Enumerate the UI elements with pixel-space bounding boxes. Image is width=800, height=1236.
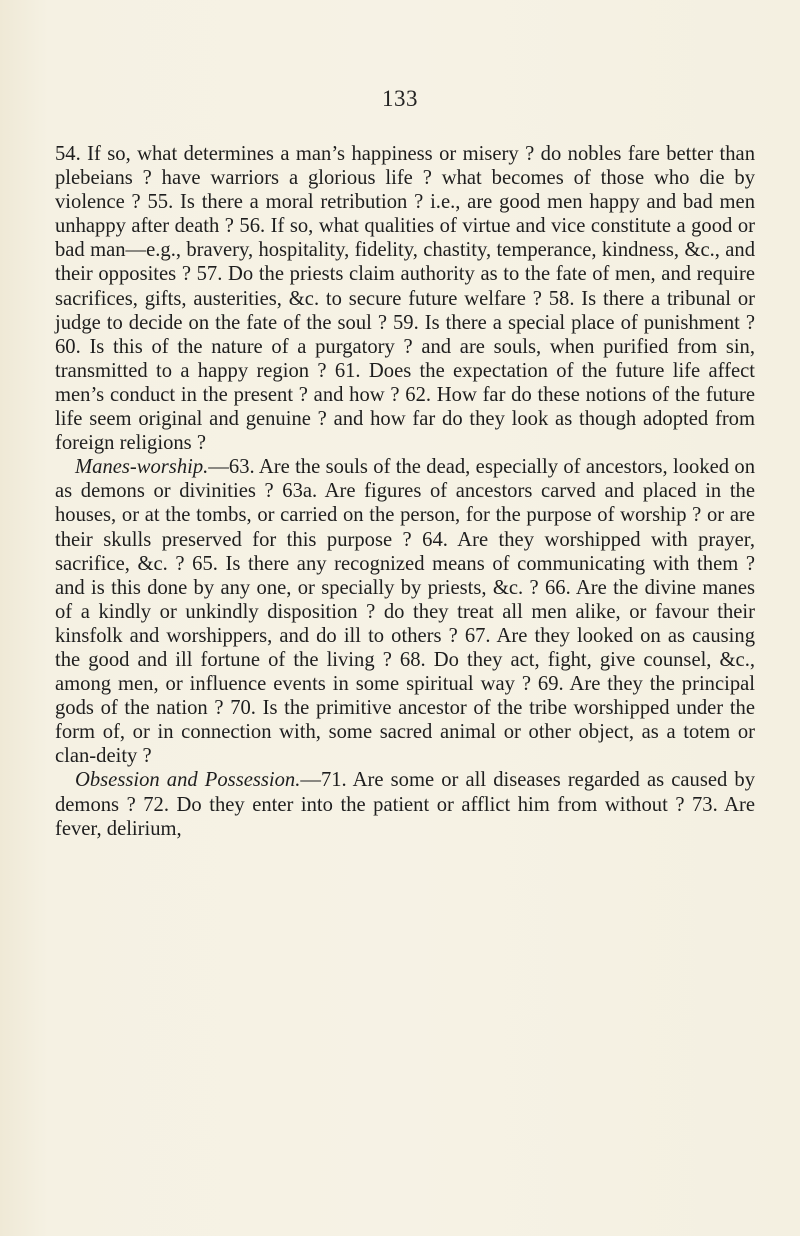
section-heading-obsession-possession: Obsession and Possession.: [75, 769, 301, 792]
paragraph-text: —63. Are the souls of the dead, especially of ancestors, looked on as demons or divinities ? 63a. Are figures of ancestors carved and placed in the houses, or at the tombs, or carried on the person, for the purpose of worship ? or are their skulls preserved for this purpose ? 64. Are they worshipped with prayer, sacrifice, &c. ? 65. Is there any recognized means of communicating with them ? and is this done by any one, or specially by priests, &c. ? 66. Are the divine manes of a kindly or unkindly disposition ? do they treat all men alike, or favour their kinsfolk and worshippers, and do ill to others ? 67. Are they looked on as causing the good and ill fortune of the living ? 68. Do they act, fight, give counsel, &c., among men, or influence events in some spiritual way ? 69. Are they the principal gods of the nation ? 70. Is the primitive ancestor of the tribe worshipped under the form of, or in connection with, some sacred animal or other object, as a totem or clan-deity ?: [55, 456, 755, 768]
paragraph-future-life: [55, 142, 755, 455]
paragraph-manes-worship: [55, 455, 755, 768]
paragraph-text: —71. Are some or all diseases regarded as caused by demons ? 72. Do they enter into the patient or afflict him from without ? 73. Are fever, delirium,: [55, 769, 755, 840]
page-number: 133: [382, 86, 418, 111]
body-text: [55, 142, 755, 841]
section-heading-manes-worship: Manes-worship.: [75, 456, 209, 479]
paragraph-text: 54. If so, what determines a man’s happiness or misery ? do nobles fare better than plebeians ? have warriors a glorious life ? what becomes of those who die by violence ? 55. Is there a moral retribution ? i.e., are good men happy and bad men unhappy after death ? 56. If so, what qualities of virtue and vice constitute a good or bad man—e.g., bravery, hospitality, fidelity, chastity, temperance, kindness, &c., and their opposites ? 57. Do the priests claim authority as to the fate of men, and require sacrifices, gifts, austerities, &c. to secure future welfare ? 58. Is there a tribunal or judge to decide on the fate of the soul ? 59. Is there a special place of punishment ? 60. Is this of the nature of a purgatory ? and are souls, when purified from sin, transmitted to a happy region ? 61. Does the expectation of the future life affect men’s conduct in the present ? and how ? 62. How far do these notions of the future life seem original and genuine ? and how far do they look as though adopted from foreign religions ?: [55, 143, 755, 455]
paragraph-obsession-possession: [55, 768, 755, 840]
